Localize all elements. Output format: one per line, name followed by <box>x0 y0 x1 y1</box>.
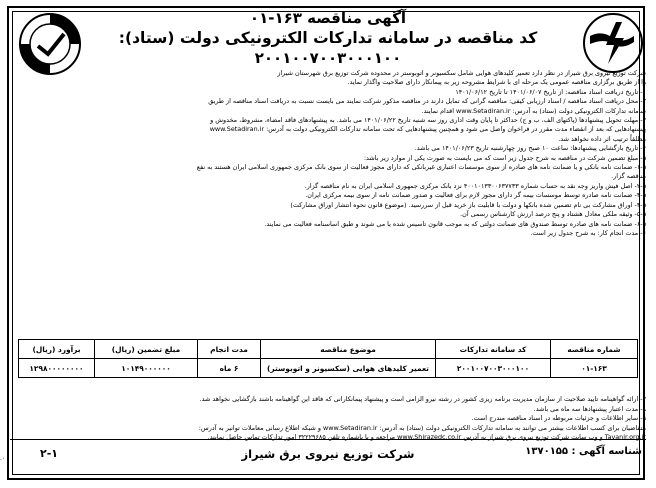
clause-5: ۵- مبلغ تضمین شرکت در مناقصه به شرح جدول زیر است که می بایست به صورت یکی از موارد زیر باشد: <box>363 153 646 162</box>
notice-id: شناسه آگهی : ۱۳۷۰۱۵۵ <box>525 446 642 457</box>
page-number: ۲-۱ <box>40 447 58 460</box>
intro-line: را از طریق برگزاری مناقصه عمومی یک مرحله ای با شرایط مشروحه زیر به پیمانکار دارای صلاحیت واگذار نماید. <box>347 78 646 87</box>
clause-2-cont: سامانه تدارکات الکترونیکی دولت (ستاد) به آدرس: www.Setadiran.ir اقدام نمایند. <box>421 106 646 115</box>
cell-estimate: ۱۲۹۸۰۰۰۰۰۰۰۰ <box>19 359 95 378</box>
company-name: شرکت توزیع نیروی برق شیراز <box>241 447 415 461</box>
notice-footer <box>10 443 646 473</box>
footer-divider <box>10 439 646 440</box>
notice-body-2 <box>12 395 646 443</box>
clause-1: ۱- تاریخ دریافت اسناد مناقصه: از تاریخ ۱۴۰۱/۰۶/۰۷ تا تاریخ ۱۴۰۱/۰۶/۱۲ <box>455 87 646 96</box>
cell-duration: ۶ ماه <box>198 359 261 378</box>
clause-8: ۸- مدت اعتبار پیشنهادها سه ماه می باشد. <box>533 404 646 413</box>
tender-code-number: ۲۰۰۱۰۰۷۰۰۳۰۰۰۱۰۰ <box>254 49 402 67</box>
table-header-row <box>19 340 638 359</box>
col-tender-number: شماره مناقصه <box>551 340 638 359</box>
col-estimate: برآورد (ریال) <box>19 340 95 359</box>
iso-seal-icon <box>18 12 82 76</box>
cell-subject: تعمیر کلیدهای هوایی (سکسیونر و اتوبوستر) <box>261 359 436 378</box>
cell-guarantee: ۱۰۱۴۹۰۰۰۰۰۰ <box>95 359 198 378</box>
clause-5-4: ۴-۵- اوراق مشارکت بی نام تضمین شده بانکها و دولت با قابلیت باز خرید قبل از سررسید. (موضوع قانون نحوه انتشار اوراق مشارکت) <box>290 200 646 209</box>
clause-5-3: ۳-۵- ضمانت نامه صادره توسط موسسات بیمه گر دارای مجوز لازم برای فعالیت و صدور ضمانت نامه از سوی بیمه مرکزی ایران. <box>305 191 646 200</box>
clause-9: ۹- سایر اطلاعات و جزئیات مربوطه در اسناد مناقصه مندرج است. <box>471 414 646 423</box>
contact-info: متقاضیان برای کسب اطلاعات بیشتر می توانند به سامانه تدارکات الکترونیکی دولت (ستاد) به آدرس: www.Setadiran.ir و شبکه اطلاع رسانی معاملات توانیر به آدرس: <box>198 423 646 432</box>
clause-5-2: ۲-۵- اصل فیش واریز وجه نقد به حساب شماره ۴۰۰۱۰۱۳۳۰۰۶۳۷۷۳۳ نزد بانک مرکزی جمهوری اسلامی ایران به نام مناقصه گزار. <box>304 181 646 190</box>
clause-5-1-end: مناقصه گزار. <box>611 172 646 181</box>
contact-info-cont: Tavanir.org.ir و وب سایت شرکت توزیع نیروی برق شیراز به آدرس www.Shirazedc.co.ir مراجعه و یا باشماره تلفن ۳۲۲۲۹۶۸۵ امور تدارکات تماس حاصل نمایند. <box>207 433 646 442</box>
cell-setad-code: ۲۰۰۱۰۰۷۰۰۳۰۰۰۱۰۰ <box>436 359 551 378</box>
notice-title: آگهی مناقصه ۱۶۳-۰۱ <box>249 9 407 27</box>
tender-table <box>18 339 638 378</box>
clause-7: ۷- ارائه گواهینامه تایید صلاحیت از سازمان مدیریت برنامه ریزی کشور در رشته نیرو الزامی است و پیشنهاد پیمانکارانی که فاقد این گواهینامه باشند بازگشایی نخواهد شد. <box>199 395 646 403</box>
notice-body <box>12 69 646 238</box>
clause-2: ۲- محل دریافت اسناد مناقصه / اسناد ارزیابی کیفی: مناقصه گرانی که تمایل دارند در مناقصه مذکور شرکت نمایند می بایست نسبت به دریافت اسناد مناقصه از طریق <box>208 97 646 106</box>
clause-3: ۳- مهلت تحویل پیشنهادها (پاکتهای الف، ب و ج) حداکثر تا پایان وقت اداری روز سه شنبه تاریخ ۱۴۰۱/۰۶/۲۲ می باشد. به پیشنهادهای فاقد امضاء، مشروط، مخدوش و <box>210 116 646 125</box>
clause-3-cont: پیشنهادهایی که بعد از انقضاء مدت مقرر در فراخوان واصل می شود و همچنین پیشنهادهایی که تحت سامانه تدارکات الکترونیکی دولت به آدرس: www.Setadiran.ir <box>209 125 646 134</box>
clause-3-end: مطلقاً ترتیب اثر داده نخواهد شد. <box>558 134 646 143</box>
tender-code-label: کد مناقصه در سامانه تدارکات الکترونیکی دولت (ستاد): <box>118 29 538 47</box>
clause-6: ۶- مدت انجام کار: به شرح جدول زیر است. <box>530 228 646 237</box>
corner-mark: ۰. <box>0 455 6 462</box>
tavanir-logo-icon <box>582 12 644 74</box>
clause-5-1: ۱-۵- ضمانت نامه بانکی و یا ضمانت نامه های صادره از سوی موسسات اعتباری غیربانکی که دارای مجوز فعالیت از سوی بانک مرکزی جمهوری اسلامی ایران هستند به نفع <box>196 163 646 172</box>
col-subject: موضوع مناقصه <box>261 340 436 359</box>
table-row <box>19 359 638 378</box>
cell-tender-number: ۰۱-۱۶۳ <box>551 359 638 378</box>
col-setad-code: کد سامانه تدارکات <box>436 340 551 359</box>
col-guarantee: مبلغ تضمین (ریال) <box>95 340 198 359</box>
clause-5-5: ۵-۵- وثیقه ملکی معادل هشتاد و پنج درصد ارزش کارشناس رسمی آن. <box>460 210 646 219</box>
col-duration: مدت انجام <box>198 340 261 359</box>
clause-4: ۴- تاریخ بازگشایی پیشنهادها: ساعت ۱۰ صبح روز چهارشنبه تاریخ ۱۴۰۱/۰۶/۲۳ می باشد. <box>414 144 646 153</box>
clause-5-6: ۶-۵- ضمانت نامه های صادره توسط صندوق های ضمانت دولتی که به موجب قانون تاسیس شده یا می شوند و طبق اساسنامه فعالیت می نمایند. <box>264 219 646 228</box>
intro-line: شرکت توزیع نیروی برق شیراز در نظر دارد تعمیر کلیدهای هوایی شامل سکسیونر و اتوبوستر در محدوده شرکت توزیع برق شهرستان شیراز <box>277 69 646 77</box>
